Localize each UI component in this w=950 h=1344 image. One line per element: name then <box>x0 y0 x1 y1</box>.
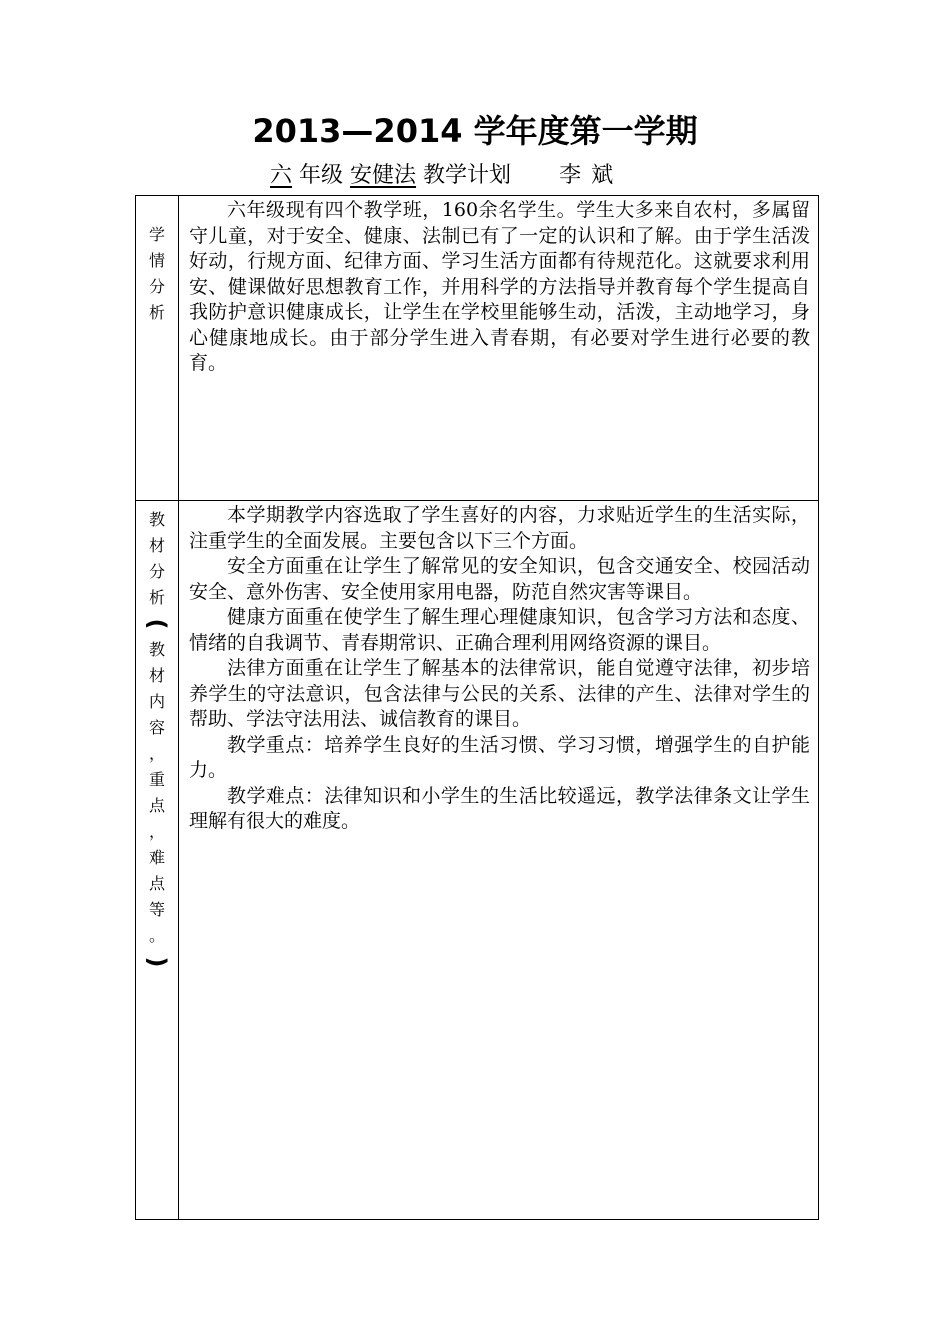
label-char: 内 <box>148 692 165 711</box>
label-char: 重 <box>148 770 165 789</box>
page-title: 2013—2014 学年度第一学期 <box>252 112 698 150</box>
plan-subtitle <box>270 158 623 189</box>
grade-value: 六 <box>270 163 293 188</box>
open-paren: ( <box>143 618 171 630</box>
label-char: 析 <box>148 588 165 607</box>
table-row <box>136 196 819 501</box>
paragraph: 安全方面重在让学生了解常见的安全知识，包含交通安全、校园活动安全、意外伤害、安全使用家用电器，防范自然灾害等课目。 <box>189 555 810 603</box>
paragraph: 六年级现有四个教学班，160余名学生。学生大多来自农村，多属留守儿童，对于安全、健康、法制已有了一定的认识和了解。由于学生活泼好动，行规方面、纪律方面、学习生活方面都有待规范化。这就要求利用安、健课做好思想教育工作，并用科学的方法指导并教育每个学生提高自我防护意识健康成长，让学生在学校里能够生动，活泼，主动地学习，身心健康地成长。由于部分学生进入青春期，有必要对学生进行必要的教育。 <box>189 199 810 374</box>
teacher-name: 李斌 <box>559 163 624 188</box>
paragraph: 教学难点：法律知识和小学生的生活比较遥远，教学法律条文让学生理解有很大的难度。 <box>189 784 810 832</box>
label-char: 情 <box>148 251 165 270</box>
label-char: 点 <box>148 796 165 815</box>
section-label-material-analysis <box>136 501 179 1220</box>
subject-value: 安健法 <box>350 163 417 188</box>
plan-table <box>135 195 819 1220</box>
label-char: 等 <box>148 900 165 919</box>
paragraph: 教学重点：培养学生良好的生活习惯、学习习惯，增强学生的自护能力。 <box>189 733 810 781</box>
label-char: 。 <box>148 926 165 945</box>
label-char: 容 <box>148 718 165 737</box>
grade-suffix: 年级 <box>299 163 344 188</box>
label-char: 教 <box>148 640 165 659</box>
section-content-material-analysis <box>179 501 819 1220</box>
plan-label: 教学计划 <box>423 163 512 188</box>
label-char: 难 <box>148 848 165 867</box>
label-char: 分 <box>148 562 165 581</box>
label-char: 材 <box>148 666 165 685</box>
label-char: 材 <box>148 536 165 555</box>
label-char: 分 <box>148 277 165 296</box>
label-char: ， <box>148 744 165 763</box>
table-row <box>136 501 819 1220</box>
label-char: 教 <box>148 510 165 529</box>
close-paren: ) <box>143 956 171 968</box>
paragraph: 本学期教学内容选取了学生喜好的内容，力求贴近学生的生活实际，注重学生的全面发展。主要包含以下三个方面。 <box>189 504 810 552</box>
paragraph: 健康方面重在使学生了解生理心理健康知识，包含学习方法和态度、情绪的自我调节、青春期常识、正确合理利用网络资源的课目。 <box>189 606 810 654</box>
paragraph: 法律方面重在让学生了解基本的法律常识，能自觉遵守法律，初步培养学生的守法意识，包含法律与公民的关系、法律的产生、法律对学生的帮助、学法守法用法、诚信教育的课目。 <box>189 657 810 730</box>
label-char: 学 <box>148 225 165 244</box>
label-char: ， <box>148 822 165 841</box>
section-content-student-analysis <box>179 196 819 501</box>
label-char: 析 <box>148 303 165 322</box>
section-label-student-analysis <box>136 196 179 501</box>
label-char: 点 <box>148 874 165 893</box>
